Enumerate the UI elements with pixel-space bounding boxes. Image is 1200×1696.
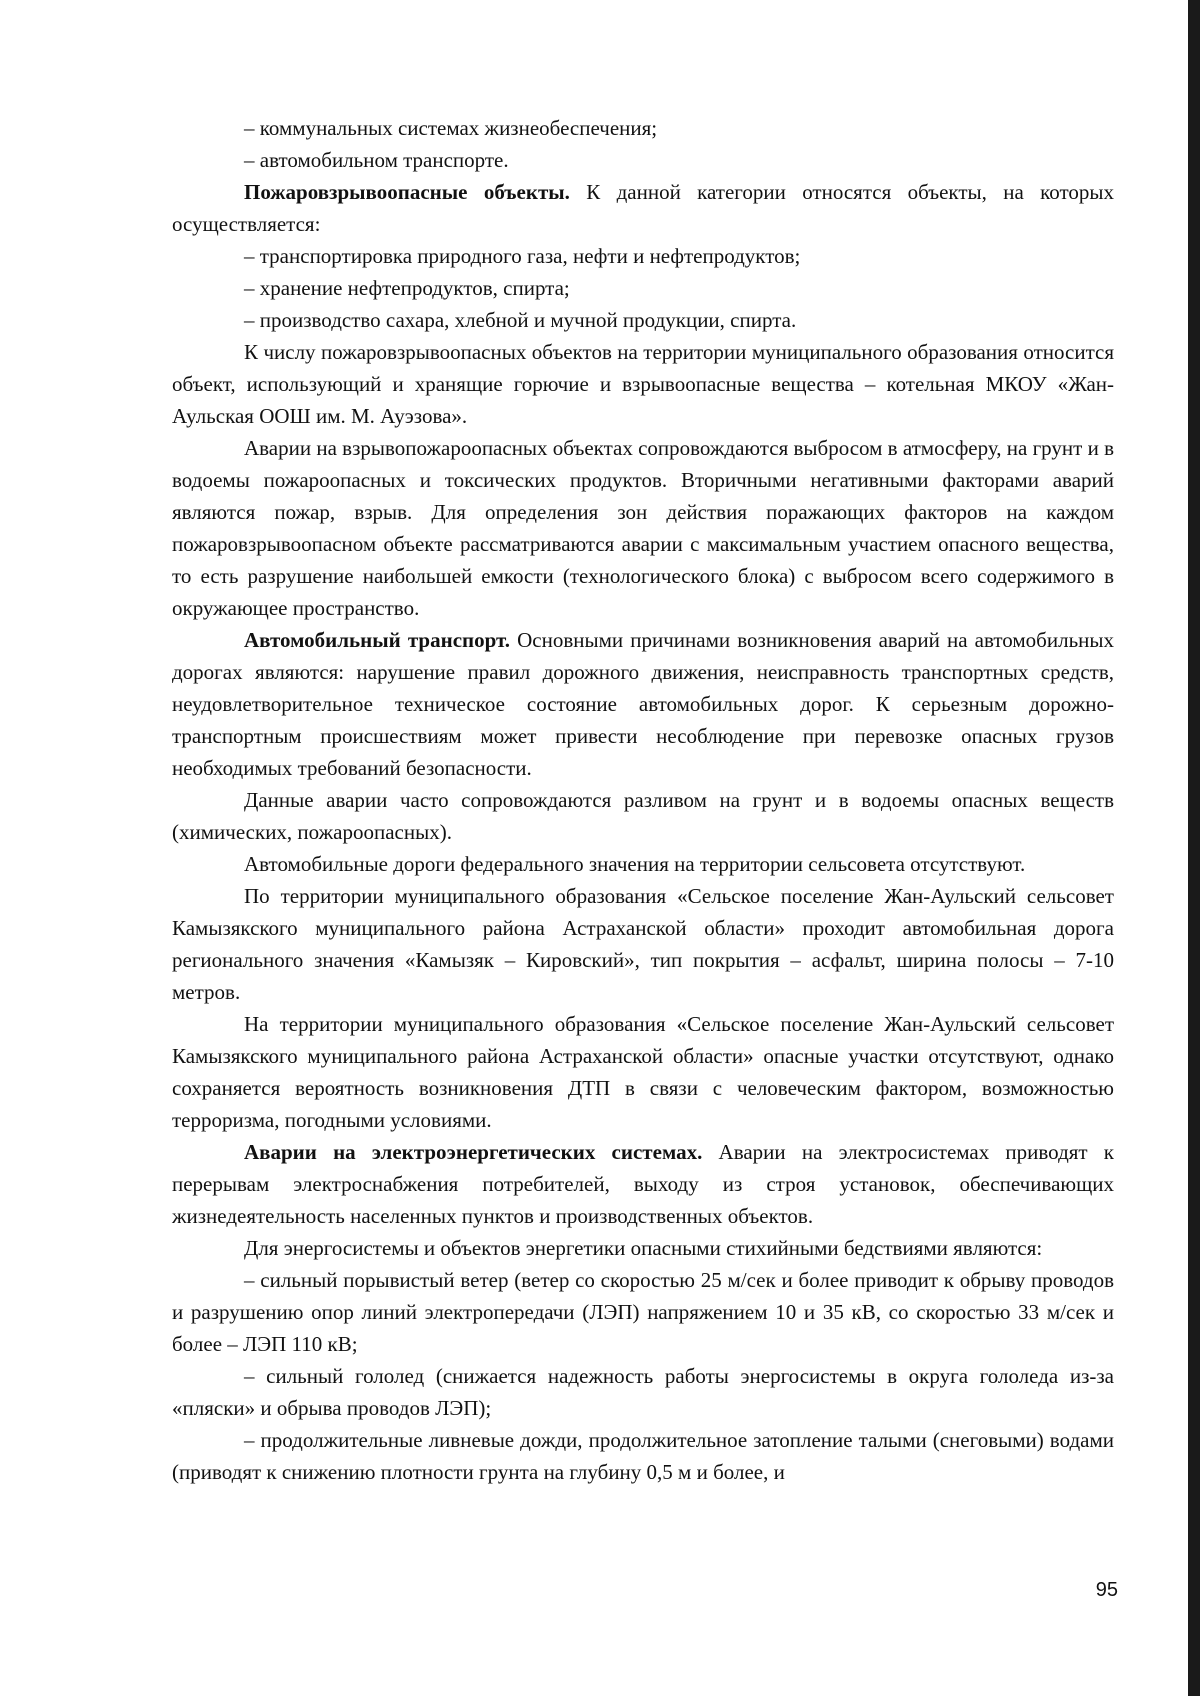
list-item: – транспортировка природного газа, нефти и нефтепродуктов;	[244, 244, 801, 268]
page-number: 95	[1095, 1579, 1118, 1601]
paragraph: На территории муниципального образования «Сельское поселение Жан-Аульский сельсовет Камызякского муниципального района Астраханской области» опасные участки отсутствуют, однако сохраняется вероятность возникновения ДТП в связи с человеческим фактором, возможностью терроризма, погодными условиями.	[172, 1012, 1114, 1132]
paragraph-elec-intro	[172, 1136, 1114, 1232]
paragraph-text: К данной категории относятся объекты, на которых осуществляется:	[172, 180, 1114, 236]
page-edge-border	[1188, 0, 1200, 1696]
paragraph: Для энергосистемы и объектов энергетики опасными стихийными бедствиями являются:	[244, 1236, 1043, 1260]
paragraph: Данные аварии часто сопровождаются разливом на грунт и в водоемы опасных веществ (химических, пожароопасных).	[172, 788, 1114, 844]
page-content	[172, 112, 1114, 1488]
section-heading-fire: Пожаровзрывоопасные объекты.	[244, 180, 570, 204]
list-item: – автомобильном транспорте.	[244, 148, 509, 172]
list-item: – продолжительные ливневые дожди, продолжительное затопление талыми (снеговыми) водами (приводят к снижению плотности грунта на глубину 0,5 м и более, и	[172, 1428, 1114, 1484]
paragraph-auto-intro	[172, 624, 1114, 784]
list-item: – сильный гололед (снижается надежность работы энергосистемы в округа гололеда из-за «пляски» и обрыва проводов ЛЭП);	[172, 1364, 1114, 1420]
paragraph-text: Основными причинами возникновения аварий на автомобильных дорогах являются: нарушение правил дорожного движения, неисправность транспортных средств, неудовлетворительное техническое состояние автомобильных дорог. К серьезным дорожно-транспортным происшествиям может привести несоблюдение при перевозке опасных грузов необходимых требований безопасности.	[172, 628, 1114, 780]
section-heading-auto: Автомобильный транспорт.	[244, 628, 511, 652]
paragraph: Аварии на взрывопожароопасных объектах сопровождаются выбросом в атмосферу, на грунт и в водоемы пожароопасных и токсических продуктов. Вторичными негативными факторами аварий являются пожар, взрыв. Для определения зон действия поражающих факторов на каждом пожаровзрывоопасном объекте рассматриваются аварии с максимальным участием опасного вещества, то есть разрушение наибольшей емкости (технологического блока) с выбросом всего содержимого в окружающее пространство.	[172, 436, 1114, 620]
list-item: – сильный порывистый ветер (ветер со скоростью 25 м/сек и более приводит к обрыву проводов и разрушению опор линий электропередачи (ЛЭП) напряжением 10 и 35 кВ, со скоростью 33 м/сек и более – ЛЭП 110 кВ;	[172, 1268, 1114, 1356]
list-item: – производство сахара, хлебной и мучной продукции, спирта.	[244, 308, 797, 332]
paragraph: Автомобильные дороги федерального значения на территории сельсовета отсутствуют.	[244, 852, 1026, 876]
paragraph: По территории муниципального образования «Сельское поселение Жан-Аульский сельсовет Камызякского муниципального района Астраханской области» проходит автомобильная дорога регионального значения «Камызяк – Кировский», тип покрытия – асфальт, ширина полосы – 7-10 метров.	[172, 884, 1114, 1004]
list-item: – хранение нефтепродуктов, спирта;	[244, 276, 570, 300]
paragraph-text: Аварии на электросистемах приводят к перерывам электроснабжения потребителей, выходу из строя установок, обеспечивающих жизнедеятельность населенных пунктов и производственных объектов.	[172, 1140, 1114, 1228]
paragraph-fire-intro	[172, 176, 1114, 240]
paragraph: К числу пожаровзрывоопасных объектов на территории муниципального образования относится объект, использующий и хранящие горючие и взрывоопасные вещества – котельная МКОУ «Жан-Аульская ООШ им. М. Ауэзова».	[172, 340, 1114, 428]
section-heading-electric: Аварии на электроэнергетических системах.	[244, 1140, 703, 1164]
list-item: – коммунальных системах жизнеобеспечения;	[244, 116, 658, 140]
